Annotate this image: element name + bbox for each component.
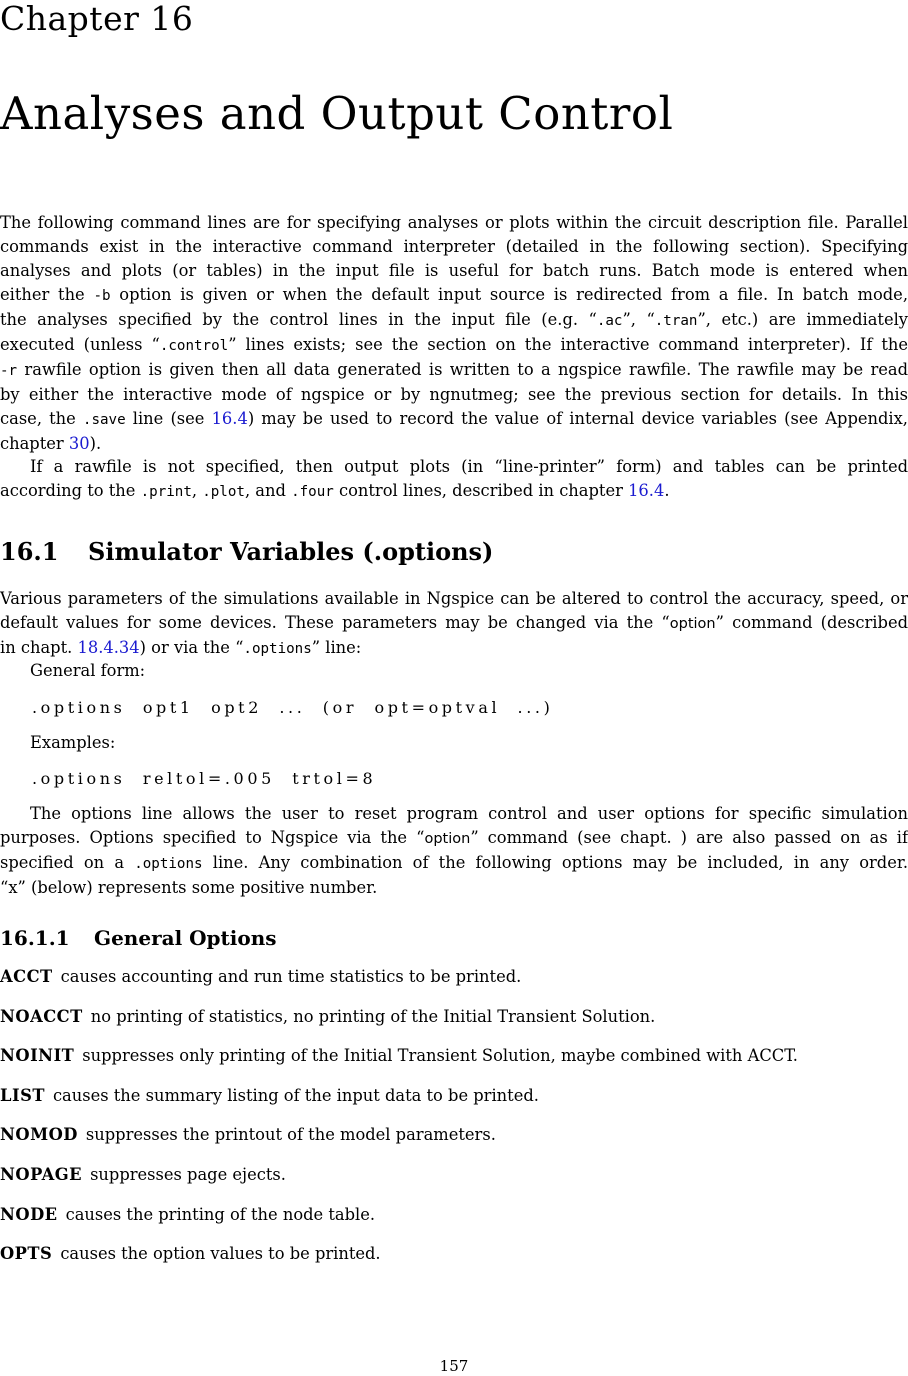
text-line: “x” (below) represents some positive number. bbox=[0, 878, 378, 897]
section-paragraph-2 bbox=[0, 802, 908, 900]
option-name: NOMOD bbox=[0, 1125, 78, 1144]
chapter-label: Chapter 16 bbox=[0, 0, 194, 38]
option-description: causes the option values to be printed. bbox=[60, 1244, 381, 1263]
text-line: purposes. Options specified to Ngspice via the “option” command (see chapt. ) are also passed on as if bbox=[0, 828, 908, 847]
text-line: case, the .save line (see 16.4) may be used to record the value of internal device variables (see Appendix, bbox=[0, 409, 908, 428]
text-line: chapter 30). bbox=[0, 434, 102, 453]
text-line: -r rawfile option is given then all data generated is written to a ngspice rawfile. The rawfile may be read bbox=[0, 360, 908, 379]
option-description: causes the printing of the node table. bbox=[65, 1205, 376, 1224]
section-title: Simulator Variables (.options) bbox=[88, 537, 494, 566]
option-name: NOPAGE bbox=[0, 1165, 83, 1184]
option-item bbox=[0, 1163, 286, 1187]
text-line: analyses and plots (or tables) in the input file is useful for batch runs. Batch mode is entered when bbox=[0, 261, 908, 280]
option-description: suppresses only printing of the Initial Transient Solution, maybe combined with ACCT. bbox=[82, 1046, 798, 1065]
section-heading bbox=[0, 537, 493, 567]
option-item bbox=[0, 1123, 496, 1147]
cross-reference-link[interactable]: 30 bbox=[68, 434, 90, 453]
cross-reference-link[interactable]: 16.4 bbox=[628, 481, 665, 500]
text-line: according to the .print, .plot, and .four control lines, described in chapter 16.4. bbox=[0, 481, 670, 500]
option-item bbox=[0, 1044, 798, 1068]
command-name: option bbox=[669, 616, 716, 632]
code-inline: .plot bbox=[202, 484, 245, 500]
general-form-label: General form: bbox=[30, 661, 146, 680]
subsection-heading bbox=[0, 925, 277, 951]
option-item bbox=[0, 1084, 539, 1108]
code-inline: -b bbox=[93, 288, 111, 304]
option-name: LIST bbox=[0, 1086, 45, 1105]
option-name: NOINIT bbox=[0, 1046, 75, 1065]
code-inline: .control bbox=[159, 338, 229, 354]
option-item bbox=[0, 1242, 381, 1266]
code-inline: .print bbox=[140, 484, 192, 500]
option-description: suppresses page ejects. bbox=[90, 1165, 286, 1184]
cross-reference-link[interactable]: 18.4.34 bbox=[77, 638, 140, 657]
option-item bbox=[0, 1005, 655, 1029]
option-item bbox=[0, 1203, 375, 1227]
chapter-title: Analyses and Output Control bbox=[0, 87, 674, 140]
text-line: specified on a .options line. Any combination of the following options may be included, in any order. bbox=[0, 853, 908, 872]
subsection-title: General Options bbox=[94, 926, 277, 950]
option-description: no printing of statistics, no printing of the Initial Transient Solution. bbox=[90, 1007, 656, 1026]
intro-paragraph-1 bbox=[0, 211, 908, 456]
text-line: executed (unless “.control” lines exists; see the section on the interactive command interpreter). If the bbox=[0, 335, 908, 354]
text-line: either the -b option is given or when the default input source is redirected from a file. In batch mode, bbox=[0, 285, 908, 304]
text-line: in chapt. 18.4.34) or via the “.options” line: bbox=[0, 638, 362, 657]
text-line: default values for some devices. These parameters may be changed via the “option” command (described bbox=[0, 613, 908, 632]
subsection-number: 16.1.1 bbox=[0, 926, 70, 950]
general-form-code: .options opt1 opt2 ... (or opt=optval ...) bbox=[32, 698, 554, 717]
option-name: OPTS bbox=[0, 1244, 53, 1263]
code-inline: .four bbox=[291, 484, 334, 500]
option-description: suppresses the printout of the model parameters. bbox=[85, 1125, 496, 1144]
code-inline: -r bbox=[0, 363, 18, 379]
option-name: ACCT bbox=[0, 967, 53, 986]
code-inline: .save bbox=[82, 412, 126, 428]
examples-label: Examples: bbox=[30, 733, 116, 752]
page-number: 157 bbox=[439, 1357, 469, 1375]
code-inline: .options bbox=[243, 641, 312, 657]
cross-reference-link[interactable]: 16.4 bbox=[211, 409, 248, 428]
text-line: The options line allows the user to reset program control and user options for specific simulation bbox=[30, 804, 908, 823]
text-line: by either the interactive mode of ngspice or by ngnutmeg; see the previous section for details. In this bbox=[0, 385, 908, 404]
intro-paragraph-2 bbox=[0, 455, 908, 504]
text-line: The following command lines are for specifying analyses or plots within the circuit description file. Parallel bbox=[0, 213, 908, 232]
option-item bbox=[0, 965, 521, 989]
example-code: .options reltol=.005 trtol=8 bbox=[32, 769, 377, 788]
option-description: causes the summary listing of the input data to be printed. bbox=[52, 1086, 539, 1105]
option-name: NOACCT bbox=[0, 1007, 83, 1026]
code-inline: .tran bbox=[654, 313, 698, 329]
text-line: Various parameters of the simulations available in Ngspice can be altered to control the accuracy, speed, or bbox=[0, 589, 908, 608]
section-number: 16.1 bbox=[0, 537, 59, 566]
text-line: commands exist in the interactive command interpreter (detailed in the following section). Specifying bbox=[0, 237, 908, 256]
command-name: option bbox=[424, 831, 471, 847]
text-line: If a rawfile is not specified, then output plots (in “line-printer” form) and tables can be printed bbox=[30, 457, 908, 476]
option-name: NODE bbox=[0, 1205, 58, 1224]
option-description: causes accounting and run time statistics to be printed. bbox=[60, 967, 522, 986]
code-inline: .options bbox=[134, 856, 203, 872]
section-paragraph-1 bbox=[0, 587, 908, 661]
text-line: the analyses specified by the control lines in the input file (e.g. “.ac”, “.tran”, etc.) are immediately bbox=[0, 310, 908, 329]
code-inline: .ac bbox=[596, 313, 623, 329]
